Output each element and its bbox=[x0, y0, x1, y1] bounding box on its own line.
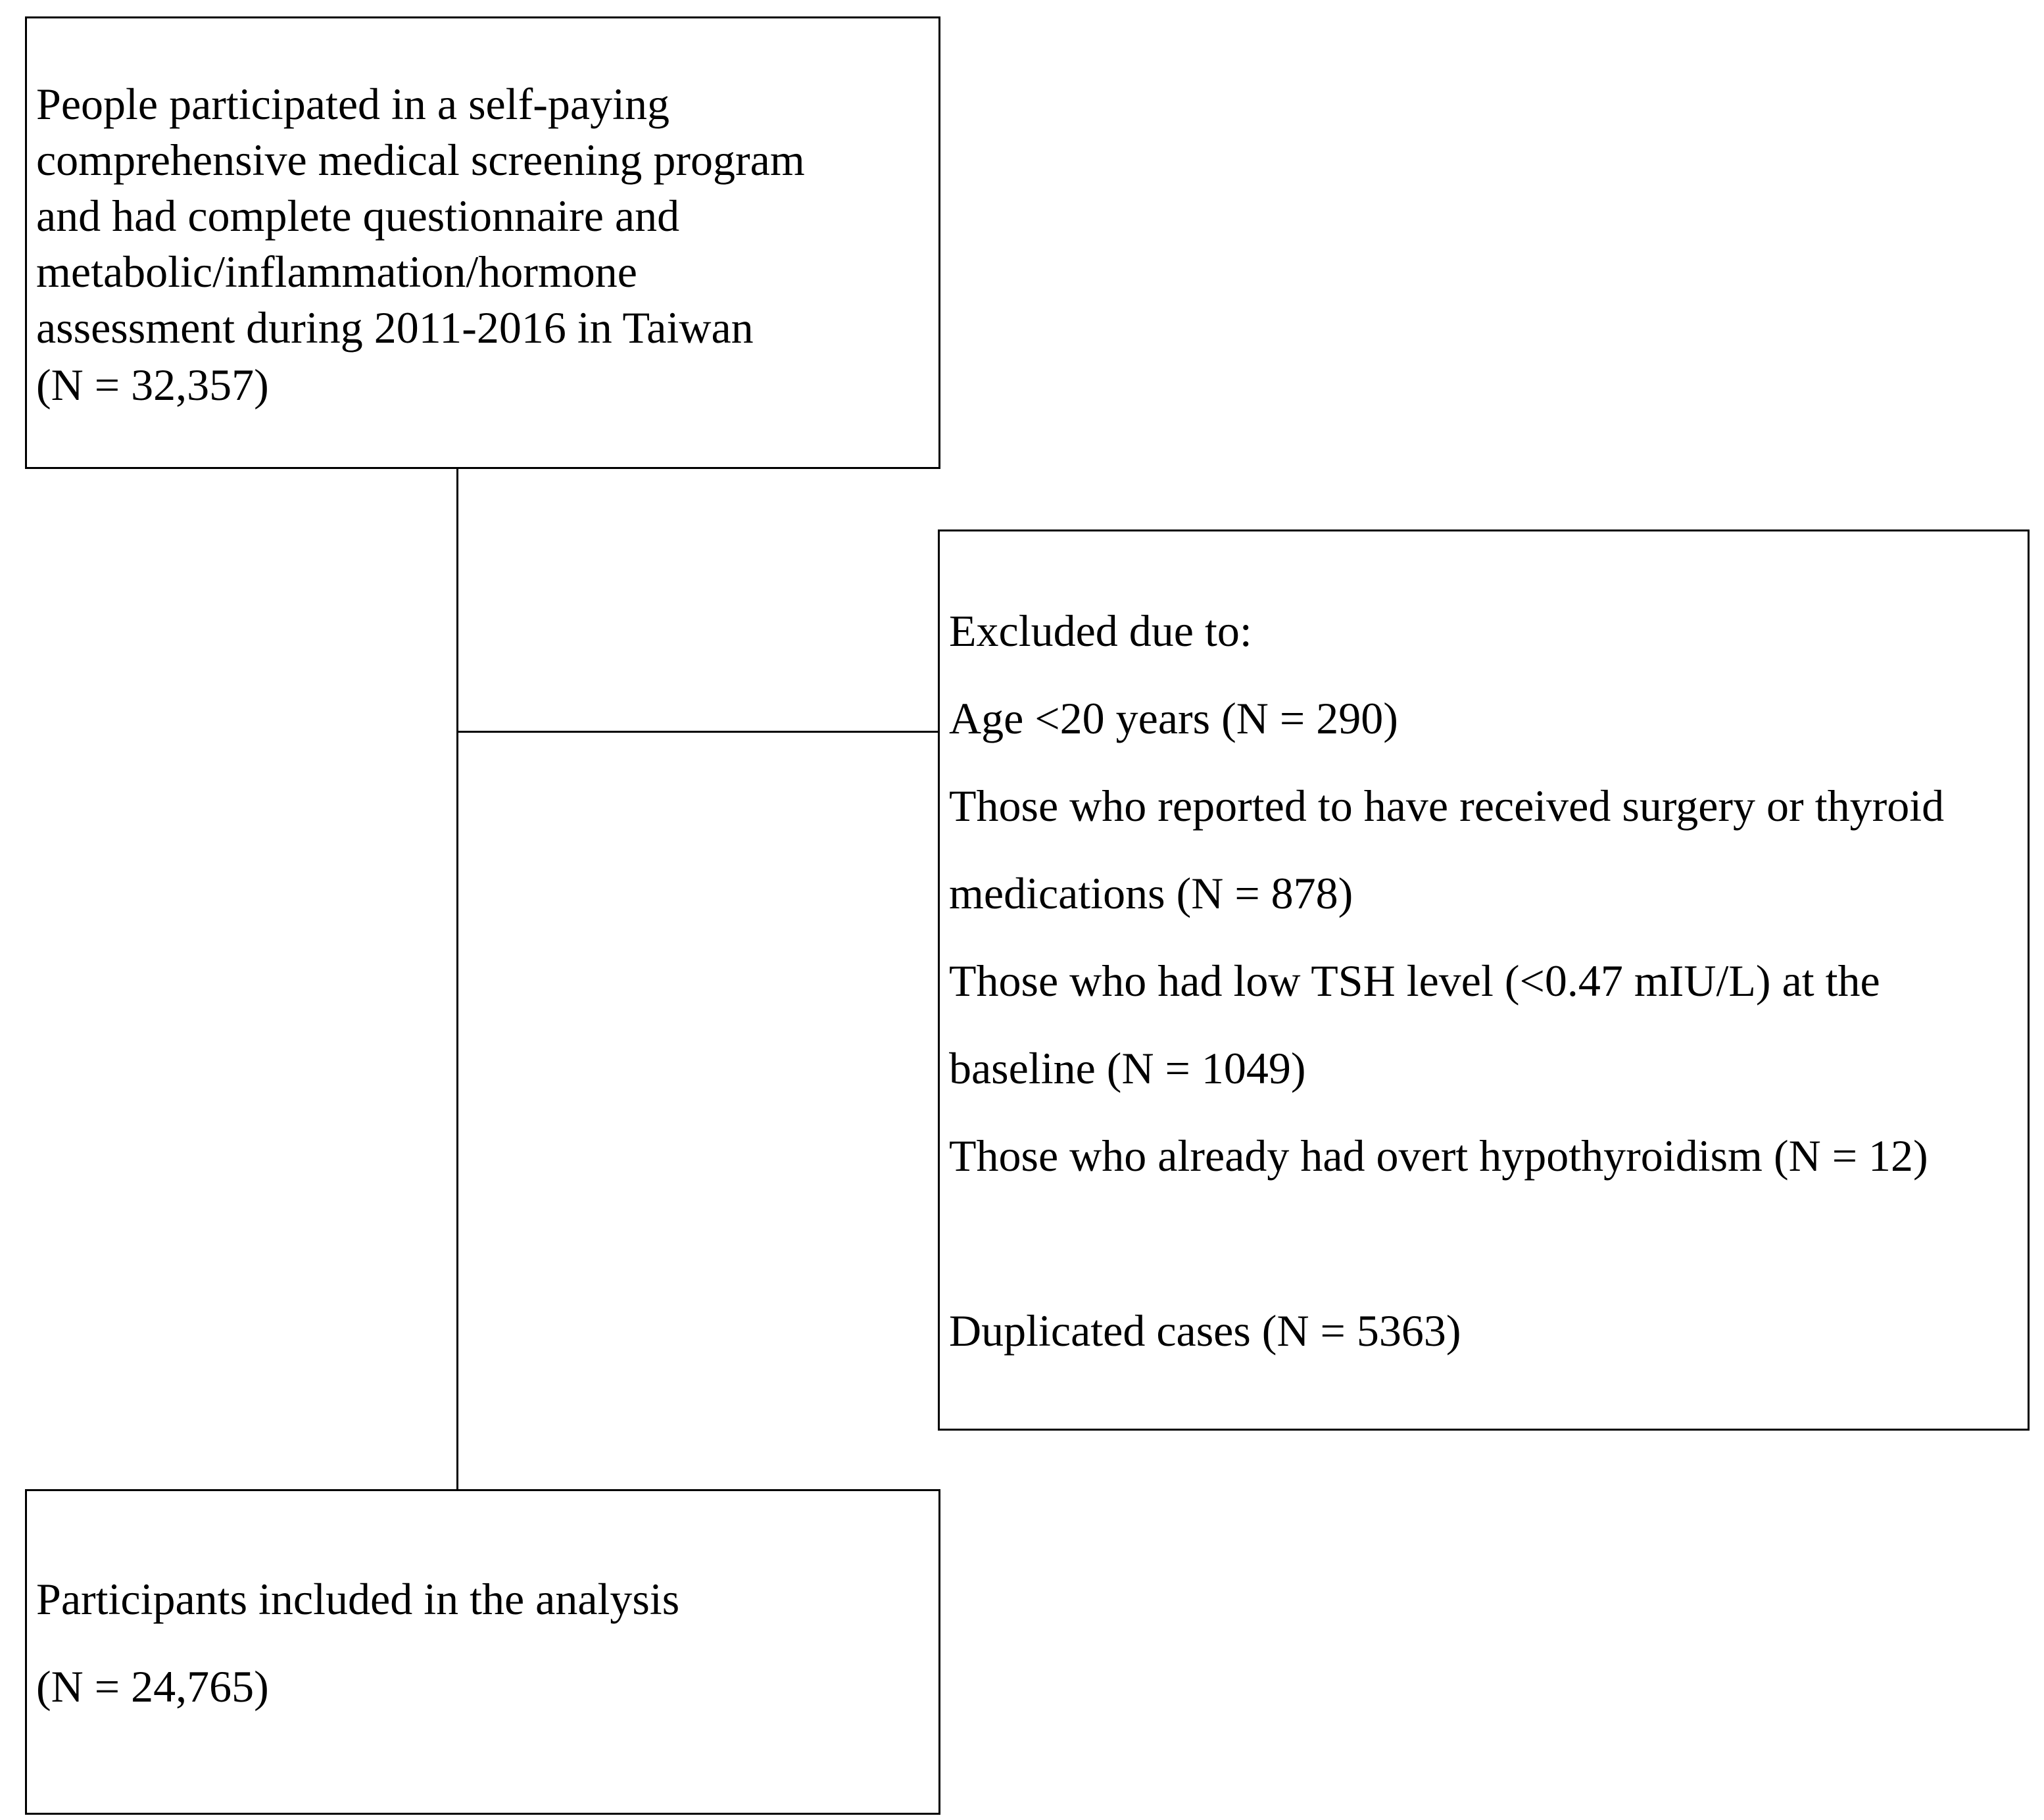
exclusion-item-surgery-medication: Those who reported to have received surgery or thyroid medications (N = 878) bbox=[949, 781, 1945, 918]
screened-population-box bbox=[25, 16, 940, 469]
exclusion-heading: Excluded due to: bbox=[949, 606, 1252, 656]
exclusion-item-low-tsh: Those who had low TSH level (<0.47 mIU/L) at the baseline (N = 1049) bbox=[949, 956, 1880, 1093]
connector-vertical-line bbox=[456, 469, 458, 1489]
exclusion-box bbox=[938, 529, 2030, 1431]
exclusion-item-duplicated: Duplicated cases (N = 5363) bbox=[949, 1306, 1461, 1356]
included-participants-count: (N = 24,765) bbox=[36, 1661, 269, 1711]
screened-population-count: (N = 32,357) bbox=[36, 360, 269, 410]
included-participants-label: Participants included in the analysis bbox=[36, 1574, 680, 1624]
connector-branch-line bbox=[456, 731, 938, 733]
exclusion-item-age: Age <20 years (N = 290) bbox=[949, 693, 1398, 743]
exclusion-item-overt-hypothyroidism: Those who already had overt hypothyroidism (N = 12) bbox=[949, 1131, 1928, 1181]
included-participants-box bbox=[25, 1489, 940, 1815]
screened-population-text: People participated in a self-paying comprehensive medical screening program and had complete questionnaire and metabolic/inflammation/hormone assessment during 2011-2016 in Taiwan bbox=[36, 79, 805, 353]
